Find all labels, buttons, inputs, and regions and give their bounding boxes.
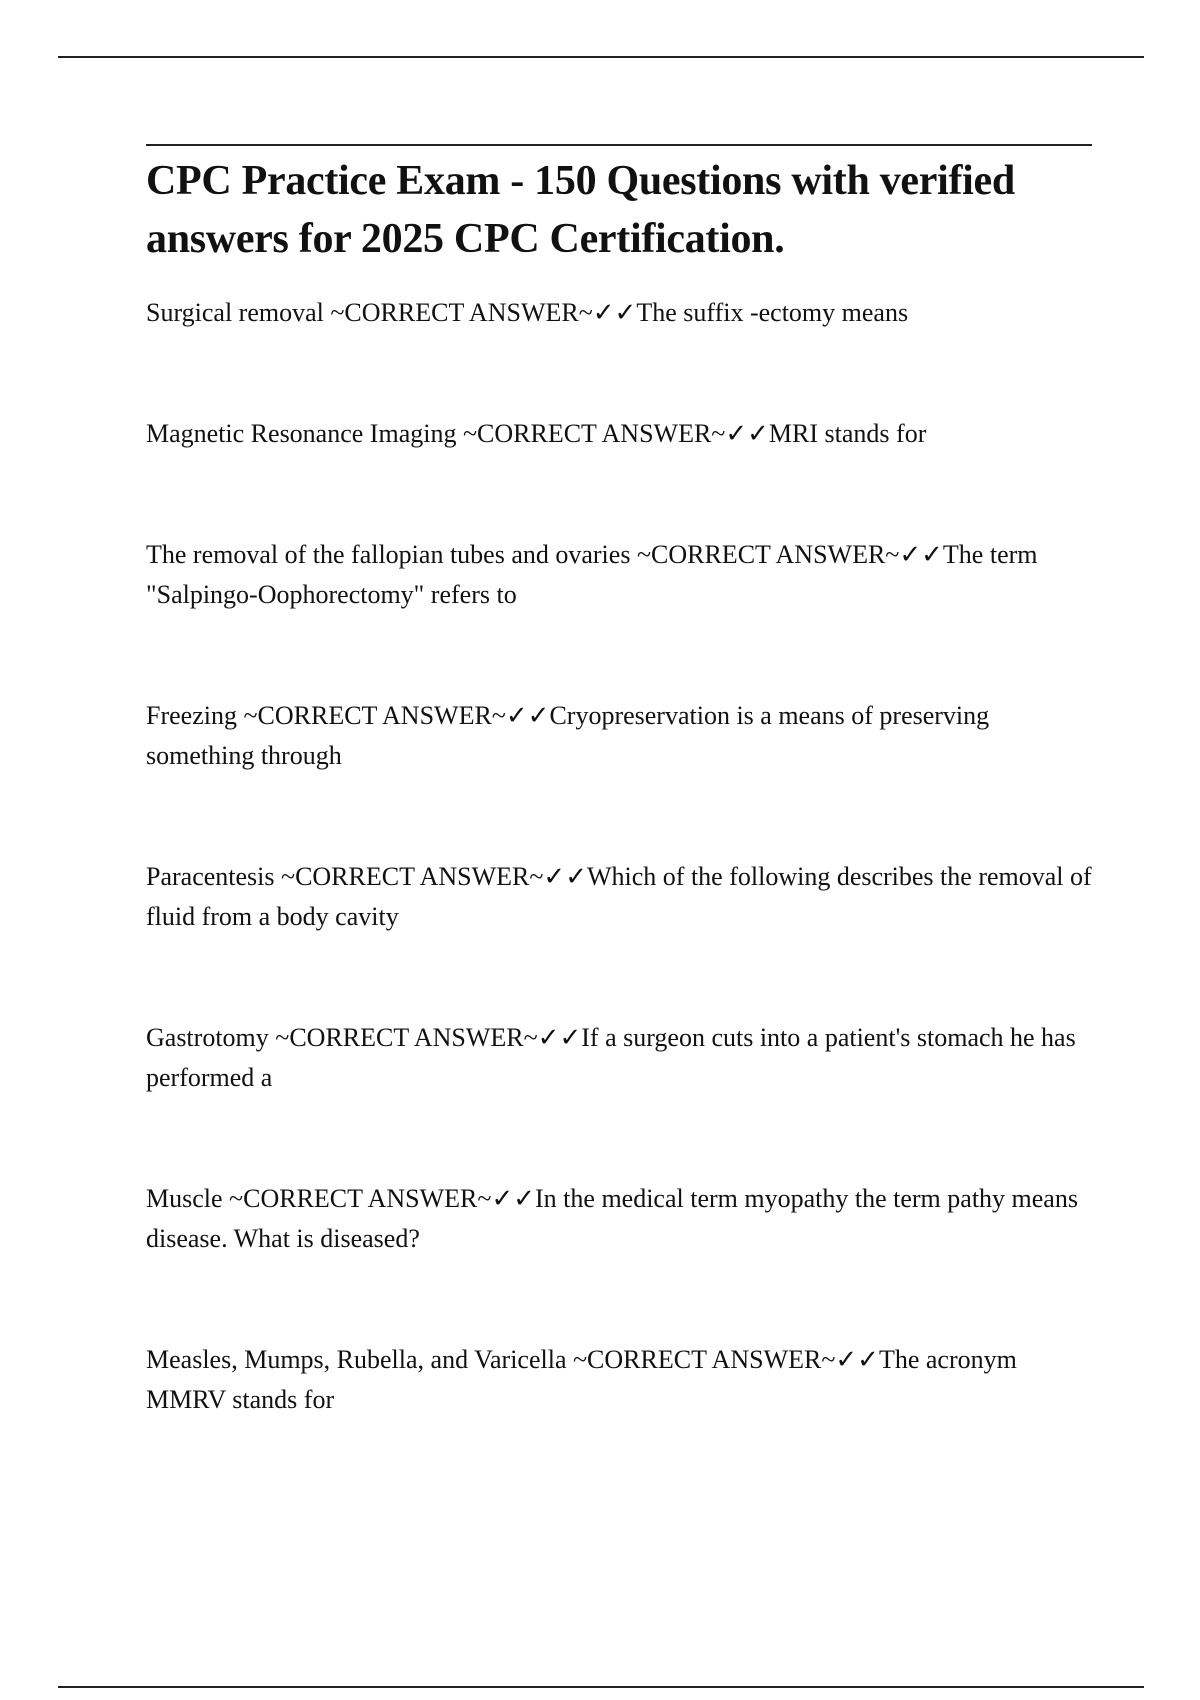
qa-item: Measles, Mumps, Rubella, and Varicella ~CORRECT ANSWER~✓✓The acronym MMRV stands for: [146, 1345, 1017, 1414]
page-bottom-divider: [58, 1686, 1144, 1688]
qa-item: The removal of the fallopian tubes and ovaries ~CORRECT ANSWER~✓✓The term "Salpingo-Oophorectomy" refers to: [146, 540, 1038, 609]
qa-item: Magnetic Resonance Imaging ~CORRECT ANSWER~✓✓MRI stands for: [146, 419, 927, 448]
page-top-divider: [58, 56, 1144, 58]
document-title: CPC Practice Exam - 150 Questions with verified answers for 2025 CPC Certification.: [146, 158, 1015, 262]
qa-item: Paracentesis ~CORRECT ANSWER~✓✓Which of the following describes the removal of fluid from a body cavity: [146, 862, 1092, 931]
qa-item: Surgical removal ~CORRECT ANSWER~✓✓The suffix -ectomy means: [146, 298, 909, 327]
qa-item: Muscle ~CORRECT ANSWER~✓✓In the medical term myopathy the term pathy means disease. What is diseased?: [146, 1184, 1078, 1253]
qa-item: Freezing ~CORRECT ANSWER~✓✓Cryopreservation is a means of preserving something through: [146, 701, 990, 770]
qa-item: Gastrotomy ~CORRECT ANSWER~✓✓If a surgeon cuts into a patient's stomach he has performed a: [146, 1023, 1076, 1092]
document-body: [146, 144, 1092, 1420]
qa-list: [146, 293, 1092, 1420]
title-divider: [146, 144, 1092, 146]
